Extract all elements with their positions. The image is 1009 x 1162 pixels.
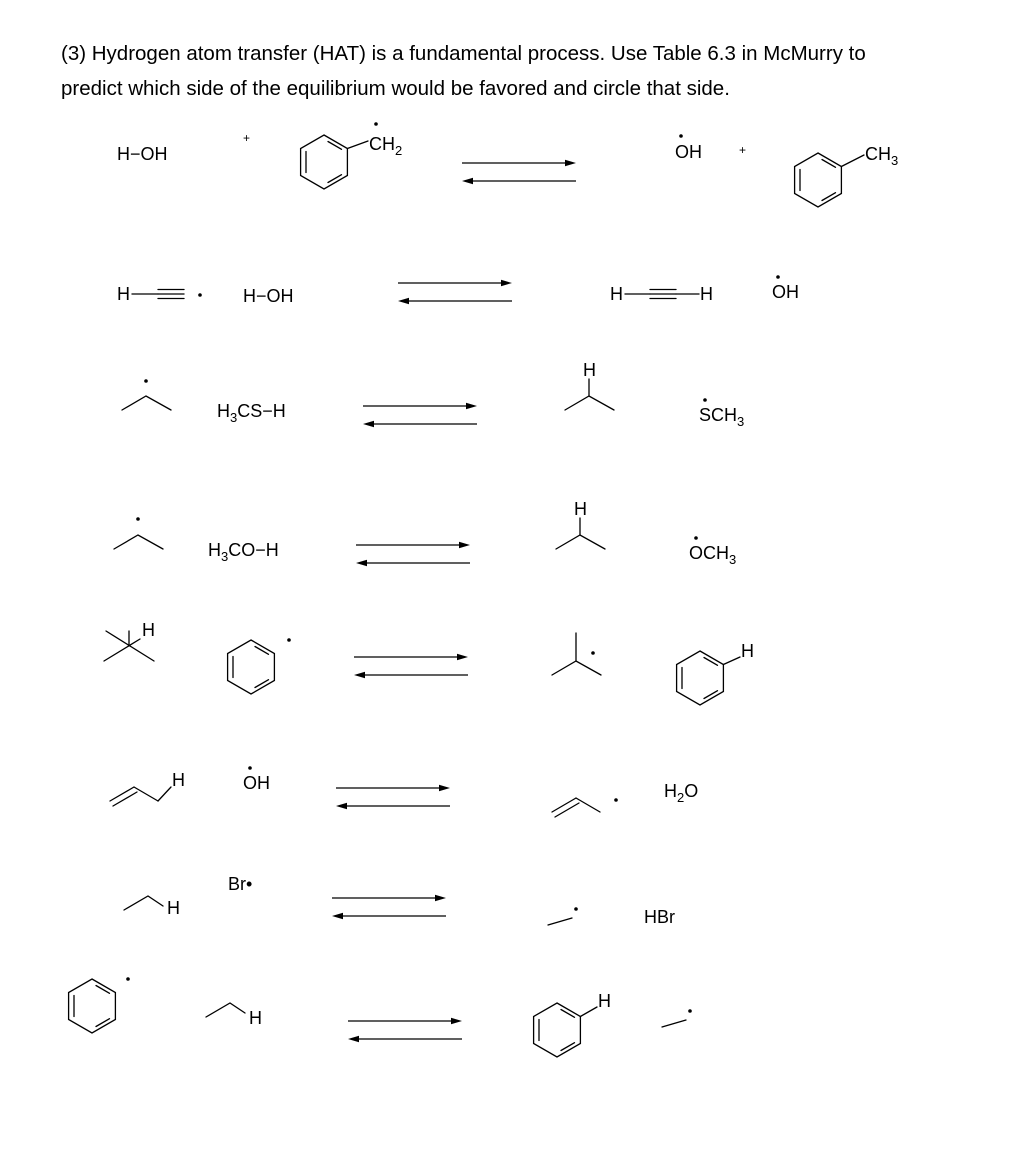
methanethiol-label: $H_3CS-H$	[217, 401, 286, 425]
reaction-6	[110, 766, 698, 817]
hydroxyl-radical	[675, 134, 702, 162]
hydroxyl-radical	[772, 275, 799, 302]
equilibrium-arrows	[398, 280, 512, 304]
ethyl-radical	[662, 1009, 692, 1027]
radical-dot	[614, 798, 618, 802]
isopropyl-radical	[122, 379, 171, 410]
svg-text:H: H	[117, 284, 130, 304]
svg-text:H: H	[598, 991, 611, 1011]
svg-text:OH: OH	[243, 773, 270, 793]
svg-text:H: H	[172, 770, 185, 790]
radical-dot	[776, 275, 780, 279]
radical-dot	[136, 517, 140, 521]
radical-dot	[198, 293, 202, 297]
svg-text:H: H	[142, 620, 155, 640]
radical-dot	[688, 1009, 692, 1013]
isobutane	[104, 620, 155, 661]
reaction-7	[124, 874, 675, 927]
ethyl-radical	[548, 907, 578, 925]
ethane	[124, 896, 180, 918]
radical-dot	[126, 977, 130, 981]
ethane	[206, 1003, 262, 1028]
benzene	[677, 641, 754, 705]
methanol-label: $H_3CO-H$	[208, 540, 279, 564]
propane	[565, 360, 614, 410]
equilibrium-arrows	[363, 403, 477, 427]
phenyl-radical	[69, 977, 130, 1033]
methylthiyl-radical	[699, 398, 744, 429]
hydroxyl-radical	[243, 766, 270, 793]
water-product-label: $H_2O$	[664, 781, 699, 805]
svg-text:OH: OH	[675, 142, 702, 162]
reaction-5	[104, 620, 754, 705]
water-label: H−OH	[117, 144, 168, 164]
svg-text:H: H	[249, 1008, 262, 1028]
phenyl-radical	[228, 638, 291, 694]
radical-dot	[591, 651, 595, 655]
ch3-label: $CH_3$	[865, 144, 899, 168]
svg-text:H: H	[610, 284, 623, 304]
acetylene	[610, 284, 713, 304]
equilibrium-arrows	[336, 785, 450, 809]
reaction-2	[117, 275, 799, 306]
radical-dot	[374, 122, 378, 126]
allyl-radical	[552, 798, 618, 817]
question-line-1: (3) Hydrogen atom transfer (HAT) is a fundamental process. Use Table 6.3 in McMurry to	[61, 42, 866, 65]
radical-dot	[248, 766, 252, 770]
benzyl-radical	[301, 122, 403, 189]
isopropyl-radical	[114, 517, 163, 549]
toluene	[795, 144, 899, 207]
equilibrium-arrows	[332, 895, 446, 919]
svg-text:H: H	[574, 499, 587, 519]
bromine-radical-label: Br•	[228, 874, 253, 894]
propene	[110, 770, 185, 806]
svg-text:H: H	[167, 898, 180, 918]
reaction-4	[114, 499, 736, 567]
plus-sign: +	[739, 143, 747, 157]
question-line-2: predict which side of the equilibrium would be favored and circle that side.	[61, 77, 730, 100]
ch2-label: $CH_2$	[369, 134, 403, 158]
radical-dot	[679, 134, 683, 138]
svg-text:H: H	[741, 641, 754, 661]
reaction-1	[117, 122, 898, 207]
svg-text:OCH3: $OCH_3$	[689, 543, 737, 567]
svg-text:H: H	[583, 360, 596, 380]
hbr-label: HBr	[644, 907, 675, 927]
ethynyl-radical	[117, 284, 202, 304]
radical-dot	[694, 536, 698, 540]
methoxy-radical	[689, 536, 736, 567]
tert-butyl-radical	[552, 633, 601, 675]
svg-text:SCH3: $SCH_3$	[699, 405, 745, 429]
reaction-8	[69, 977, 692, 1057]
benzene	[534, 991, 611, 1057]
radical-dot	[703, 398, 707, 402]
equilibrium-arrows	[356, 542, 470, 566]
reaction-3	[122, 360, 744, 429]
radical-dot	[287, 638, 291, 642]
equilibrium-arrows	[354, 654, 468, 678]
equilibrium-arrows	[348, 1018, 462, 1042]
propane	[556, 499, 605, 549]
equilibrium-arrows	[462, 160, 576, 184]
radical-dot	[574, 907, 578, 911]
plus-sign: +	[243, 131, 251, 145]
water-label: H−OH	[243, 286, 294, 306]
radical-dot	[144, 379, 148, 383]
svg-text:OH: OH	[772, 282, 799, 302]
svg-text:H: H	[700, 284, 713, 304]
